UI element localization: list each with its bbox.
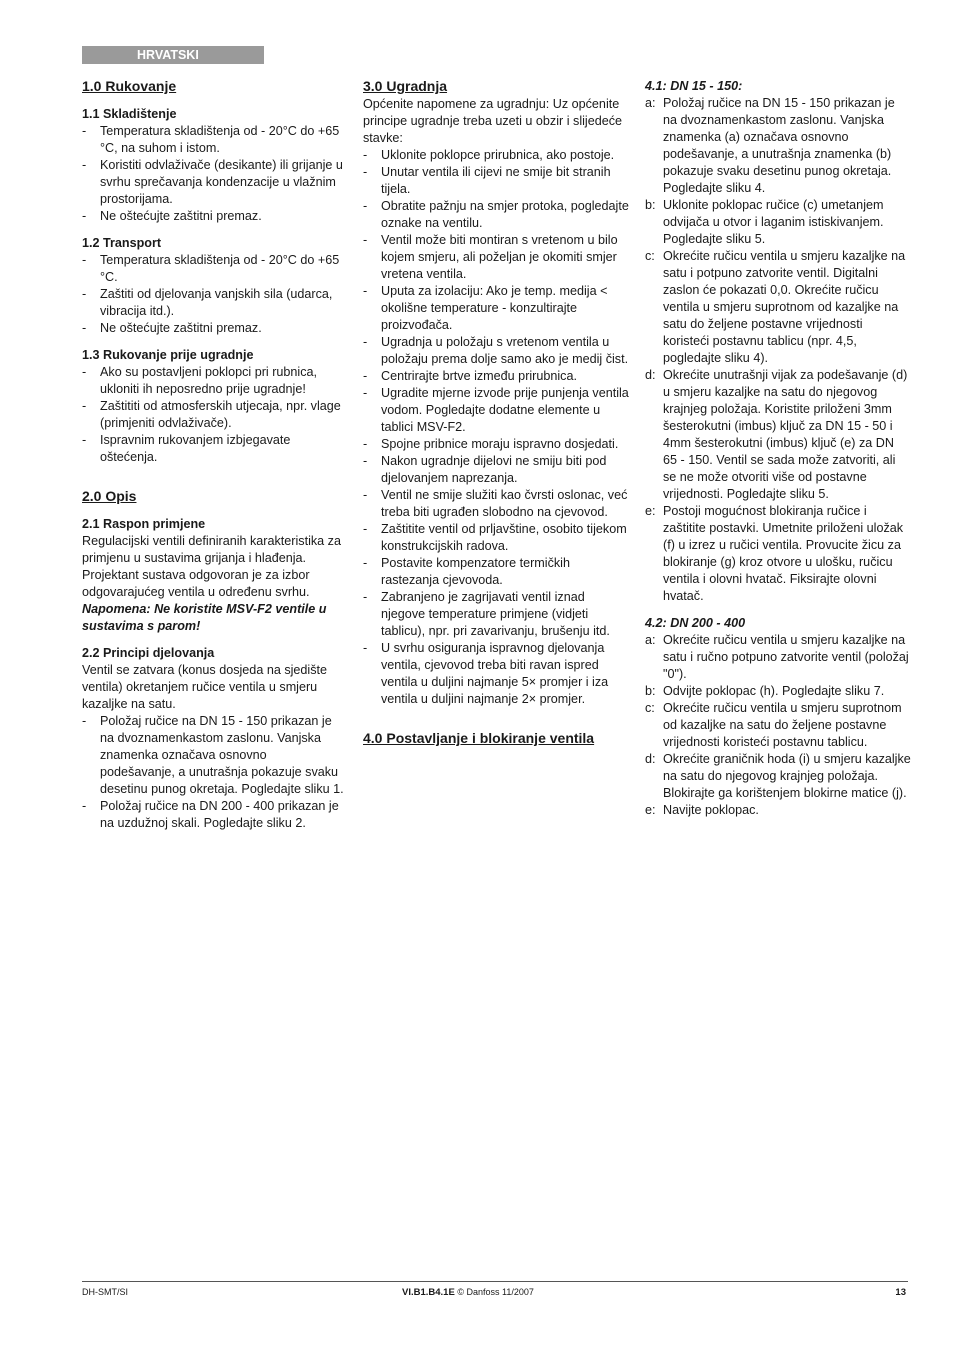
list-item: - Nakon ugradnje dijelovi ne smiju biti pod djelovanjem naprezanja.: [363, 454, 607, 485]
subsection-title-dn200-400: 4.2: DN 200 - 400: [645, 616, 746, 630]
list-item: - Temperatura skladištenja od - 20°C do +65 °C, na suhom i istom.: [82, 124, 340, 155]
step-item: b: Uklonite poklopac ručice (c) umetanjem odvijača u otvor i laganim istiskivanjem. Pogledajte sliku 5.: [645, 198, 884, 246]
list-item: - Spojne pribnice moraju ispravno dosjedati.: [363, 437, 619, 451]
list-item: - Uputa za izolaciju: Ako je temp. medija < okolišne temperature - konzultirajte proizvođača.: [363, 284, 608, 332]
section-title-description: 2.0 Opis: [82, 488, 137, 504]
subsection-title-dn15-150: 4.1: DN 15 - 150:: [645, 79, 743, 93]
step-item: e: Navijte poklopac.: [645, 803, 759, 817]
application-note: Napomena: Ne koristite MSV-F2 ventile u sustavima s parom!: [82, 602, 327, 633]
installation-intro: Općenite napomene za ugradnju: Uz općenite principe ugradnje treba uzeti u obzir i slijedeće stavke:: [363, 97, 623, 145]
step-item: b: Odvijte poklopac (h). Pogledajte sliku 7.: [645, 684, 885, 698]
list-item: - Centrirajte brtve između prirubnica.: [363, 369, 577, 383]
section-title-handling: 1.0 Rukovanje: [82, 78, 177, 94]
installation-list: [363, 147, 629, 708]
column-left: [82, 78, 344, 832]
language-tag: HRVATSKI: [82, 46, 264, 64]
column-middle: [363, 78, 629, 748]
copyright: © Danfoss 11/2007: [457, 1287, 534, 1297]
list-item: - Ako su postavljeni poklopci pri rubnica, ukloniti ih neposredno prije ugradnje!: [82, 365, 318, 396]
step-item: a: Okrećite ručicu ventila u smjeru kazaljke na satu i ručno potpuno zatvorite ventil (položaj "0").: [645, 633, 909, 681]
column-right: [645, 78, 911, 819]
operating-principles-list: [82, 713, 344, 832]
page-number: 13: [895, 1287, 906, 1298]
list-item: - Temperatura skladištenja od - 20°C do +65 °C.: [82, 253, 340, 284]
list-item: - Koristiti odvlaživače (desikante) ili grijanje u svrhu sprečavanja kondenzacije u vlažnim prostorijama.: [82, 158, 343, 206]
step-item: d: Okrećite graničnik hoda (i) u smjeru kazaljke na satu do njegovog krajnjeg položaja. Blokirajte ga korištenjem blokirne matice (j).: [645, 752, 911, 800]
list-item: - Ne oštećujte zaštitni premaz.: [82, 321, 262, 335]
step-item: c: Okrećite ručicu ventila u smjeru kazaljke na satu i potpuno zatvorite ventil. Digitalni zaslon će pokazati 0,0. Okrećite ručicu ventila u smjeru suprotnom od kazaljke na satu do željene postavne vrijednosti koristeći postavnu tablicu (npr. 4,5, pogledajte sliku 4).: [645, 249, 906, 365]
section-title-installation: 3.0 Ugradnja: [363, 78, 448, 94]
step-item: c: Okrećite ručicu ventila u smjeru suprotnom od kazaljke na satu do željene postavne vrijednosti koristeći postavnu tablicu.: [645, 701, 902, 749]
list-item: - Zaštitite ventil od prljavštine, osobito tijekom konstrukcijskih radova.: [363, 522, 627, 553]
subsection-title-storage: 1.1 Skladištenje: [82, 107, 177, 121]
transport-list: [82, 252, 344, 337]
list-item: - Položaj ručice na DN 15 - 150 prikazan je na dvoznamenkastom zaslonu. Vanjska znamenka označava osnovno podešavanje, a unutrašnja pokazuje svaku desetinu punog okretaja. Pogledajte sliku 1.: [82, 714, 344, 796]
list-item: - Ne oštećujte zaštitni premaz.: [82, 209, 262, 223]
footer-divider: [82, 1281, 908, 1282]
list-item: - Položaj ručice na DN 200 - 400 prikazan je na uzdužnoj skali. Pogledajte sliku 2.: [82, 799, 339, 830]
list-item: - Ugradite mjerne izvode prije punjenja ventila vodom. Pogledajte dodatne elemente u tablici MSV-F2.: [363, 386, 629, 434]
footer-document-code: [402, 1287, 534, 1298]
storage-list: [82, 123, 344, 225]
step-item: d: Okrećite unutrašnji vijak za podešavanje (d) u smjeru kazaljke na satu do njegovog krajnjeg položaja. Koristite priloženi 3mm šesterokutni (imbus) ključ za DN 15 - 50 i 4mm šesterokutni (imbus) ključ (e) za DN 65 - 150. Ventil se sada može zatvoriti, ali se ne može otvoriti više od postavne vrijednosti. Pogledajte sliku 5.: [645, 368, 908, 501]
list-item: - Ventil ne smije služiti kao čvrsti oslonac, već treba biti ugrađen slobodno na cjevovod.: [363, 488, 628, 519]
section-title-setting-blocking: 4.0 Postavljanje i blokiranje ventila: [363, 730, 595, 746]
step-item: e: Postoji mogućnost blokiranja ručice i zaštitite postavki. Umetnite priloženi uložak (f) u izrez u ručici ventila. Provucite žicu za blokiranje (g) kroz otvore u ulošku, ručicu ventila i olovni hvatač. Fiksirajte olovni hvatač.: [645, 504, 904, 603]
list-item: - Zaštiti od djelovanja vanjskih sila (udarca, vibracija itd.).: [82, 287, 333, 318]
footer-department: DH-SMT/SI: [82, 1287, 128, 1297]
pre-installation-list: [82, 364, 344, 466]
list-item: - Unutar ventila ili cijevi ne smije bit stranih tijela.: [363, 165, 611, 196]
step-item: a: Položaj ručice na DN 15 - 150 prikazan je na dvoznamenkastom zaslonu. Vanjska znamenka (a) označava osnovno podešavanje, a unutrašnja znamenka (b) pokazuje svaku desetinu punog okretaja. Pogledajte sliku 4.: [645, 96, 895, 195]
operating-principles-text: Ventil se zatvara (konus dosjeda na sjedište ventila) okretanjem ručice ventila u smjeru kazaljke na satu.: [82, 663, 328, 711]
list-item: - Obratite pažnju na smjer protoka, pogledajte oznake na ventilu.: [363, 199, 629, 230]
subsection-title-operating-principles: 2.2 Principi djelovanja: [82, 646, 215, 660]
subsection-title-pre-installation: 1.3 Rukovanje prije ugradnje: [82, 348, 254, 362]
subsection-title-transport: 1.2 Transport: [82, 236, 162, 250]
dn200-400-steps: [645, 632, 911, 819]
list-item: - Ventil može biti montiran s vretenom u bilo kojem smjeru, ali poželjan je okomiti smjer vretena ventila.: [363, 233, 618, 281]
list-item: - Zaštititi od atmosferskih utjecaja, npr. vlage (primjeniti odvlaživače).: [82, 399, 341, 430]
list-item: - Uklonite poklopce prirubnica, ako postoje.: [363, 148, 615, 162]
list-item: - Zabranjeno je zagrijavati ventil iznad njegove temperature primjene (vidjeti tablicu), npr. pri zavarivanju, brušenju itd.: [363, 590, 610, 638]
list-item: - Ugradnja u položaju s vretenom ventila u položaju prema dolje samo ako je medij čist.: [363, 335, 629, 366]
application-range-text: Regulacijski ventili definiranih karakteristika za primjenu u sustavima grijanja i hlađenja. Projektant sustava odgovoran je za izbor odgovarajućeg ventila u određenu svrhu.: [82, 534, 341, 599]
dn15-150-steps: [645, 95, 911, 605]
list-item: - Ispravnim rukovanjem izbjegavate oštećenja.: [82, 433, 291, 464]
list-item: - U svrhu osiguranja ispravnog djelovanja ventila, cjevovod treba biti ravan ispred ventila u duljini najmanje 5× promjer i iza ventila u duljini najmanje 2× promjer.: [363, 641, 609, 706]
document-code: VI.B1.B4.1E: [402, 1287, 455, 1298]
list-item: - Postavite kompenzatore termičkih rastezanja cjevovoda.: [363, 556, 570, 587]
subsection-title-application-range: 2.1 Raspon primjene: [82, 517, 206, 531]
